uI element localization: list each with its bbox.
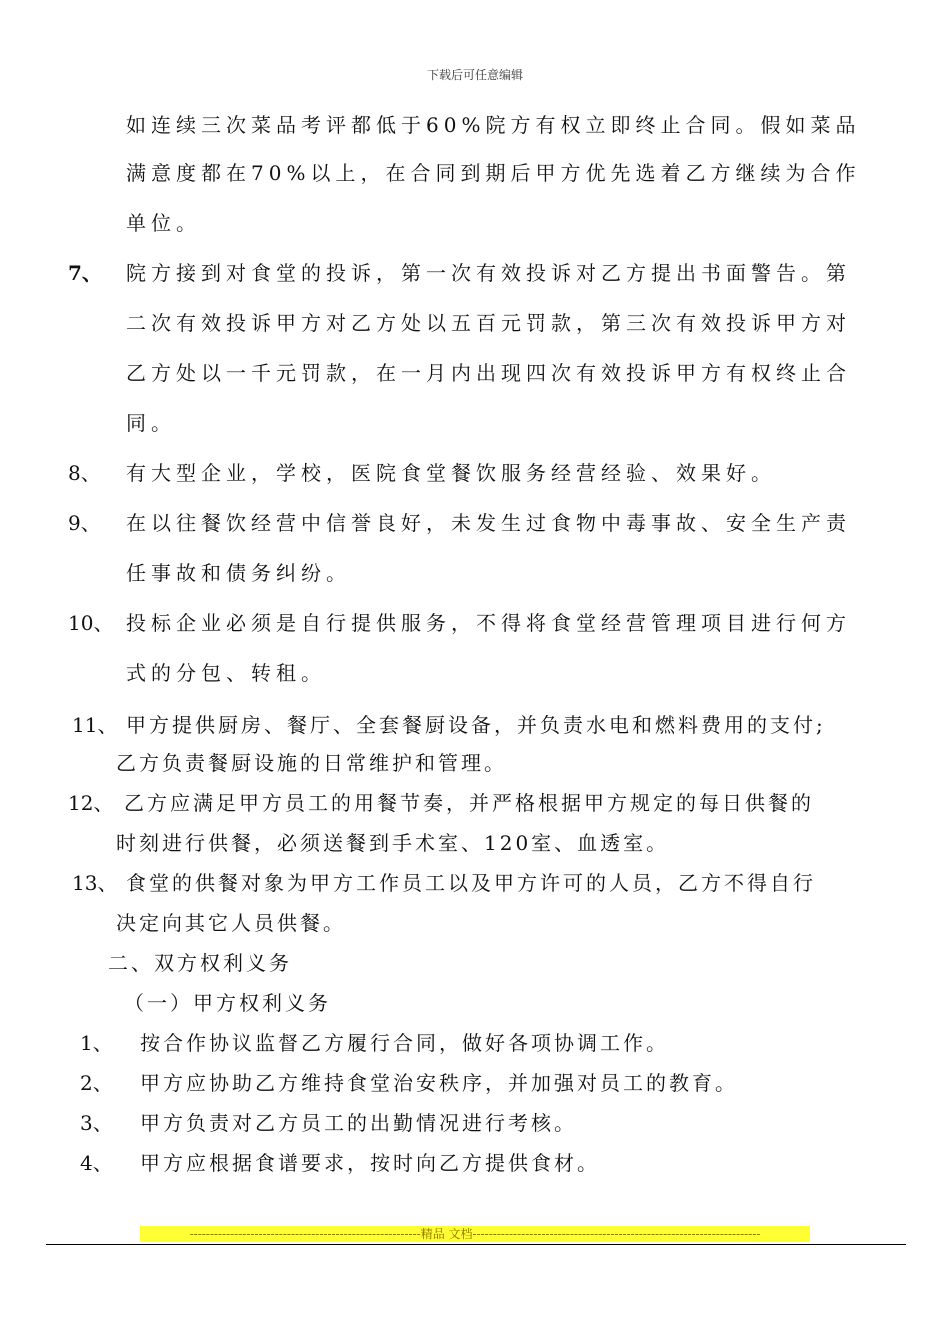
item-number: 3、 <box>80 1111 113 1135</box>
footer-divider <box>46 1244 906 1245</box>
paragraph-line: 乙方应满足甲方员工的用餐节奏，并严格根据甲方规定的每日供餐的 <box>124 791 814 815</box>
paragraph-line: 满意度都在70%以上，在合同到期后甲方优先选着乙方继续为合作 <box>126 161 861 185</box>
paragraph-line: 投标企业必须是自行提供服务，不得将食堂经营管理项目进行何方 <box>126 611 851 635</box>
paragraph-line: 甲方负责对乙方员工的出勤情况进行考核。 <box>140 1111 577 1135</box>
item-number: 13、 <box>72 871 118 895</box>
item-number: 2、 <box>80 1071 113 1095</box>
item-number: 4、 <box>80 1151 113 1175</box>
item-number: 12、 <box>68 791 114 815</box>
paragraph-line: 乙方负责餐厨设施的日常维护和管理。 <box>116 751 507 775</box>
paragraph-line: 甲方提供厨房、餐厅、全套餐厨设备，并负责水电和燃料费用的支付; <box>126 713 826 737</box>
paragraph-line: 决定向其它人员供餐。 <box>116 911 346 935</box>
footer-band: ---------------------------------------------------------精品 文档----------------------------------------------------------------------- <box>140 1226 810 1242</box>
item-number: 1、 <box>80 1031 113 1055</box>
paragraph-line: 任事故和债务纠纷。 <box>126 561 351 585</box>
paragraph-line: 食堂的供餐对象为甲方工作员工以及甲方许可的人员，乙方不得自行 <box>126 871 816 895</box>
paragraph-line: 如连续三次菜品考评都低于60%院方有权立即终止合同。假如菜品 <box>126 113 861 137</box>
page-header-note: 下载后可任意编辑 <box>426 68 523 82</box>
item-number: 7、 <box>68 261 102 285</box>
paragraph-line: 院方接到对食堂的投诉，第一次有效投诉对乙方提出书面警告。第 <box>126 261 851 285</box>
paragraph-line: 二次有效投诉甲方对乙方处以五百元罚款，第三次有效投诉甲方对 <box>126 311 851 335</box>
paragraph-line: 单位。 <box>126 211 201 235</box>
item-number: 10、 <box>68 611 114 635</box>
paragraph-line: 甲方应根据食谱要求，按时向乙方提供食材。 <box>140 1151 600 1175</box>
paragraph-line: 甲方应协助乙方维持食堂治安秩序，并加强对员工的教育。 <box>140 1071 738 1095</box>
paragraph-line: 乙方处以一千元罚款，在一月内出现四次有效投诉甲方有权终止合 <box>126 361 851 385</box>
subsection-heading: （一）甲方权利义务 <box>124 991 331 1015</box>
item-number: 9、 <box>68 511 101 535</box>
paragraph-line: 同。 <box>126 411 176 435</box>
paragraph-line: 按合作协议监督乙方履行合同，做好各项协调工作。 <box>140 1031 669 1055</box>
paragraph-line: 时刻进行供餐，必须送餐到手术室、120室、血透室。 <box>116 831 670 855</box>
paragraph-line: 在以往餐饮经营中信誉良好，未发生过食物中毒事故、安全生产责 <box>126 511 851 535</box>
section-heading: 二、双方权利义务 <box>108 951 292 975</box>
paragraph-line: 有大型企业，学校，医院食堂餐饮服务经营经验、效果好。 <box>126 461 776 485</box>
item-number: 11、 <box>72 713 118 737</box>
paragraph-line: 式的分包、转租。 <box>126 661 326 685</box>
item-number: 8、 <box>68 461 101 485</box>
